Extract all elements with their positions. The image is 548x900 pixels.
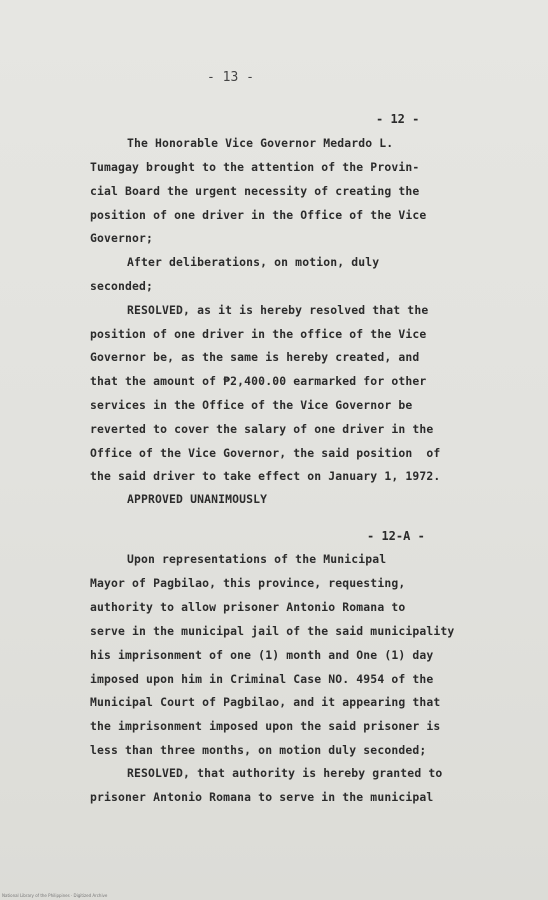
text-line: Governor; bbox=[90, 231, 154, 245]
text-line: Governor be, as the same is hereby created, and bbox=[90, 350, 420, 364]
text-line: serve in the municipal jail of the said municipality bbox=[90, 624, 455, 638]
archive-footer: National Library of the Philippines · Digitized Archive bbox=[2, 893, 108, 898]
text-line: position of one driver in the Office of the Vice bbox=[90, 208, 427, 222]
text-line: Mayor of Pagbilao, this province, requesting, bbox=[90, 576, 406, 590]
text-line: less than three months, on motion duly seconded; bbox=[90, 743, 427, 757]
text-line: that the amount of ₱2,400.00 earmarked for other bbox=[90, 374, 427, 388]
section-number-12: - 12 - bbox=[376, 112, 420, 126]
text-line: After deliberations, on motion, duly bbox=[127, 255, 380, 269]
text-line: RESOLVED, as it is hereby resolved that the bbox=[127, 303, 429, 317]
text-line: reverted to cover the salary of one driver in the bbox=[90, 422, 434, 436]
text-line: cial Board the urgent necessity of creating the bbox=[90, 184, 420, 198]
text-line: position of one driver in the office of the Vice bbox=[90, 327, 427, 341]
text-line: prisoner Antonio Romana to serve in the municipal bbox=[90, 790, 434, 804]
text-line: The Honorable Vice Governor Medardo L. bbox=[127, 136, 394, 150]
text-line: imposed upon him in Criminal Case NO. 4954 of the bbox=[90, 672, 434, 686]
text-line: the imprisonment imposed upon the said prisoner is bbox=[90, 719, 441, 733]
approval-line: APPROVED UNANIMOUSLY bbox=[127, 492, 268, 506]
text-line: RESOLVED, that authority is hereby granted to bbox=[127, 766, 443, 780]
text-line: seconded; bbox=[90, 279, 154, 293]
text-line: Tumagay brought to the attention of the Provin- bbox=[90, 160, 420, 174]
text-line: Municipal Court of Pagbilao, and it appearing that bbox=[90, 695, 441, 709]
page-number: - 13 - bbox=[207, 70, 254, 85]
section-number-12a: - 12-A - bbox=[367, 529, 425, 543]
text-line: the said driver to take effect on January 1, 1972. bbox=[90, 469, 441, 483]
text-line: Upon representations of the Municipal bbox=[127, 552, 387, 566]
text-line: Office of the Vice Governor, the said position of bbox=[90, 446, 441, 460]
text-line: authority to allow prisoner Antonio Romana to bbox=[90, 600, 406, 614]
text-line: his imprisonment of one (1) month and One (1) day bbox=[90, 648, 434, 662]
text-line: services in the Office of the Vice Governor be bbox=[90, 398, 413, 412]
